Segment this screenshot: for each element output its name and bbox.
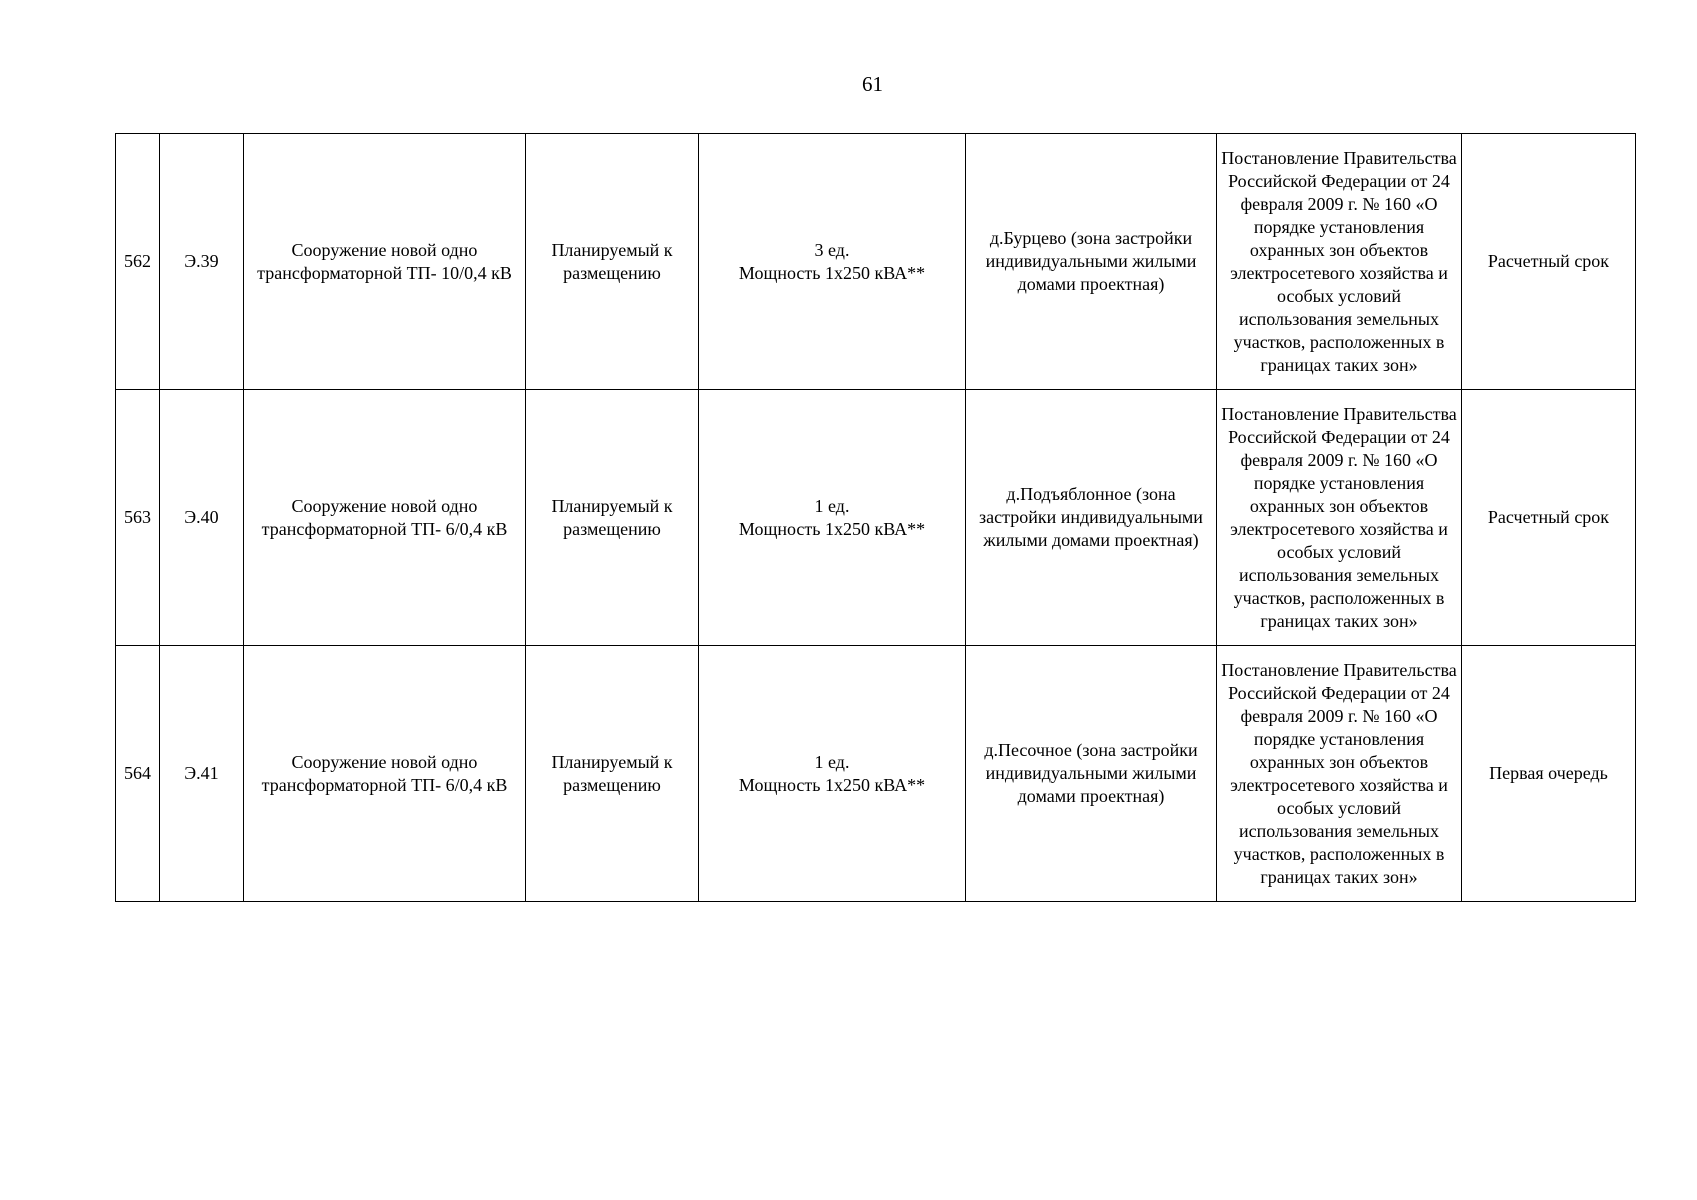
protection-zone-basis: Постановление Правительства Российской Федерации от 24 февраля 2009 г. № 160 «О порядке установления охранных зон объектов электросетевого хозяйства и особых условий использования земельных участков, расположенных в границах таких зон» <box>1217 390 1462 646</box>
object-name: Сооружение новой одно трансформаторной ТП- 6/0,4 кВ <box>244 646 526 902</box>
object-name: Сооружение новой одно трансформаторной ТП- 6/0,4 кВ <box>244 390 526 646</box>
object-code: Э.40 <box>160 390 244 646</box>
table-row <box>116 134 1636 390</box>
object-location: д.Песочное (зона застройки индивидуальными жилыми домами проектная) <box>966 646 1217 902</box>
object-code: Э.39 <box>160 134 244 390</box>
object-code: Э.41 <box>160 646 244 902</box>
object-location: д.Подъяблонное (зона застройки индивидуальными жилыми домами проектная) <box>966 390 1217 646</box>
implementation-term: Расчетный срок <box>1462 134 1636 390</box>
row-number: 564 <box>116 646 160 902</box>
protection-zone-basis: Постановление Правительства Российской Федерации от 24 февраля 2009 г. № 160 «О порядке установления охранных зон объектов электросетевого хозяйства и особых условий использования земельных участков, расположенных в границах таких зон» <box>1217 134 1462 390</box>
page-number: 61 <box>862 72 883 96</box>
table-row <box>116 646 1636 902</box>
table-row <box>116 390 1636 646</box>
facilities-table <box>115 133 1636 902</box>
row-number: 563 <box>116 390 160 646</box>
object-characteristics: 3 ед. Мощность 1х250 кВА** <box>699 134 966 390</box>
object-status: Планируемый к размещению <box>526 646 699 902</box>
object-location: д.Бурцево (зона застройки индивидуальными жилыми домами проектная) <box>966 134 1217 390</box>
object-status: Планируемый к размещению <box>526 390 699 646</box>
object-status: Планируемый к размещению <box>526 134 699 390</box>
object-characteristics: 1 ед. Мощность 1х250 кВА** <box>699 390 966 646</box>
implementation-term: Расчетный срок <box>1462 390 1636 646</box>
row-number: 562 <box>116 134 160 390</box>
object-name: Сооружение новой одно трансформаторной ТП- 10/0,4 кВ <box>244 134 526 390</box>
implementation-term: Первая очередь <box>1462 646 1636 902</box>
object-characteristics: 1 ед. Мощность 1х250 кВА** <box>699 646 966 902</box>
protection-zone-basis: Постановление Правительства Российской Федерации от 24 февраля 2009 г. № 160 «О порядке установления охранных зон объектов электросетевого хозяйства и особых условий использования земельных участков, расположенных в границах таких зон» <box>1217 646 1462 902</box>
